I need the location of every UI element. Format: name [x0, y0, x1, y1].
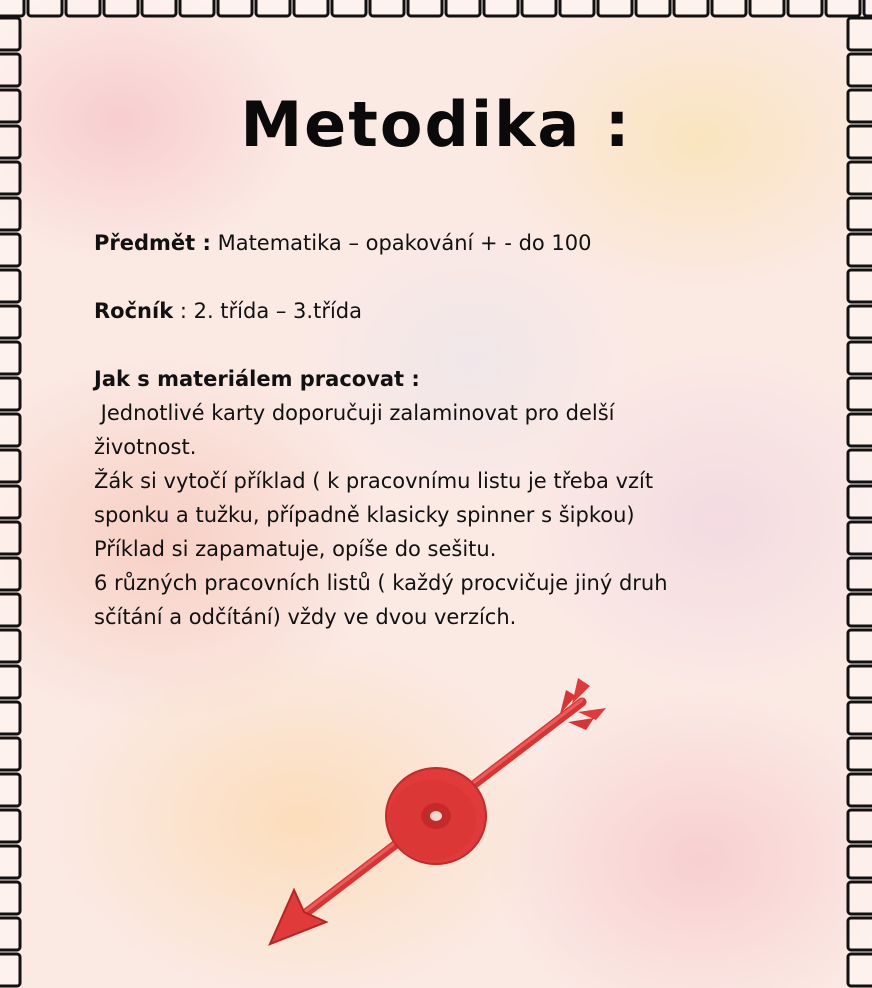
- frame-brick: [0, 342, 20, 374]
- frame-brick: [180, 0, 214, 16]
- frame-brick: [788, 0, 822, 16]
- frame-top-border: [0, 0, 872, 16]
- frame-brick: [636, 0, 670, 16]
- frame-brick: [848, 594, 872, 626]
- frame-brick: [848, 342, 872, 374]
- frame-brick: [848, 702, 872, 734]
- frame-brick: [0, 558, 20, 590]
- frame-brick: [0, 954, 20, 986]
- method-line: Jednotlivé karty doporučuji zalaminovat pro delší: [94, 401, 615, 425]
- frame-brick: [294, 0, 328, 16]
- method-line: Žák si vytočí příklad ( k pracovnímu listu je třeba vzít: [94, 469, 654, 493]
- frame-brick: [848, 198, 872, 230]
- frame-brick: [0, 594, 20, 626]
- frame-brick: [0, 846, 20, 878]
- frame-brick: [408, 0, 442, 16]
- subject-label: Předmět :: [94, 231, 211, 255]
- frame-brick: [0, 630, 20, 662]
- frame-brick: [256, 0, 290, 16]
- frame-brick: [0, 486, 20, 518]
- frame-brick: [598, 0, 632, 16]
- frame-brick: [522, 0, 556, 16]
- frame-brick: [848, 918, 872, 950]
- frame-brick: [848, 558, 872, 590]
- frame-brick: [484, 0, 518, 16]
- frame-brick: [0, 774, 20, 806]
- frame-brick: [848, 378, 872, 410]
- frame-brick: [0, 450, 20, 482]
- frame-brick: [750, 0, 784, 16]
- frame-brick: [848, 666, 872, 698]
- frame-brick: [848, 162, 872, 194]
- frame-brick: [66, 0, 100, 16]
- frame-brick: [848, 774, 872, 806]
- frame-brick: [848, 846, 872, 878]
- method-line: sčítání a odčítání) vždy ve dvou verzích.: [94, 605, 517, 629]
- frame-brick: [848, 18, 872, 50]
- method-line: životnost.: [94, 435, 197, 459]
- frame-brick: [674, 0, 708, 16]
- frame-brick: [848, 630, 872, 662]
- frame-brick: [0, 702, 20, 734]
- frame-brick: [0, 0, 24, 16]
- frame-brick: [104, 0, 138, 16]
- frame-brick: [0, 882, 20, 914]
- frame-brick: [142, 0, 176, 16]
- method-line: 6 různých pracovních listů ( každý procvičuje jiný druh: [94, 571, 668, 595]
- frame-brick: [218, 0, 252, 16]
- frame-brick: [712, 0, 746, 16]
- frame-brick: [0, 378, 20, 410]
- method-heading: Jak s materiálem pracovat :: [94, 367, 420, 391]
- frame-brick: [0, 306, 20, 338]
- subject-value: Matematika – opakování + - do 100: [210, 231, 592, 255]
- grade-label: Ročník: [94, 299, 174, 323]
- frame-brick: [446, 0, 480, 16]
- frame-left-border: [0, 18, 20, 986]
- methodology-content: [94, 226, 784, 634]
- frame-right-border: [848, 18, 872, 986]
- frame-brick: [332, 0, 366, 16]
- spinner-arrow-image: [260, 660, 620, 988]
- frame-brick: [0, 18, 20, 50]
- frame-brick: [848, 270, 872, 302]
- frame-brick: [848, 306, 872, 338]
- frame-brick: [848, 522, 872, 554]
- frame-brick: [0, 234, 20, 266]
- frame-brick: [370, 0, 404, 16]
- frame-brick: [0, 918, 20, 950]
- frame-brick: [848, 450, 872, 482]
- frame-brick: [848, 234, 872, 266]
- frame-brick: [848, 486, 872, 518]
- frame-brick: [848, 882, 872, 914]
- frame-brick: [848, 810, 872, 842]
- frame-brick: [0, 666, 20, 698]
- frame-brick: [848, 738, 872, 770]
- frame-brick: [864, 0, 872, 16]
- method-line: Příklad si zapamatuje, opíše do sešitu.: [94, 537, 497, 561]
- frame-brick: [0, 414, 20, 446]
- frame-brick: [848, 54, 872, 86]
- grade-line: [94, 294, 784, 328]
- frame-brick: [0, 522, 20, 554]
- grade-value: : 2. třída – 3.třída: [173, 299, 362, 323]
- frame-brick: [848, 954, 872, 986]
- frame-brick: [560, 0, 594, 16]
- frame-brick: [0, 810, 20, 842]
- frame-brick: [0, 198, 20, 230]
- frame-brick: [0, 270, 20, 302]
- method-line: sponku a tužku, případně klasicky spinner s šipkou): [94, 503, 635, 527]
- page-title: Metodika :: [240, 88, 632, 161]
- frame-brick: [848, 414, 872, 446]
- frame-brick: [0, 54, 20, 86]
- frame-brick: [28, 0, 62, 16]
- frame-brick: [0, 162, 20, 194]
- frame-brick: [0, 738, 20, 770]
- frame-brick: [826, 0, 860, 16]
- subject-line: [94, 226, 784, 260]
